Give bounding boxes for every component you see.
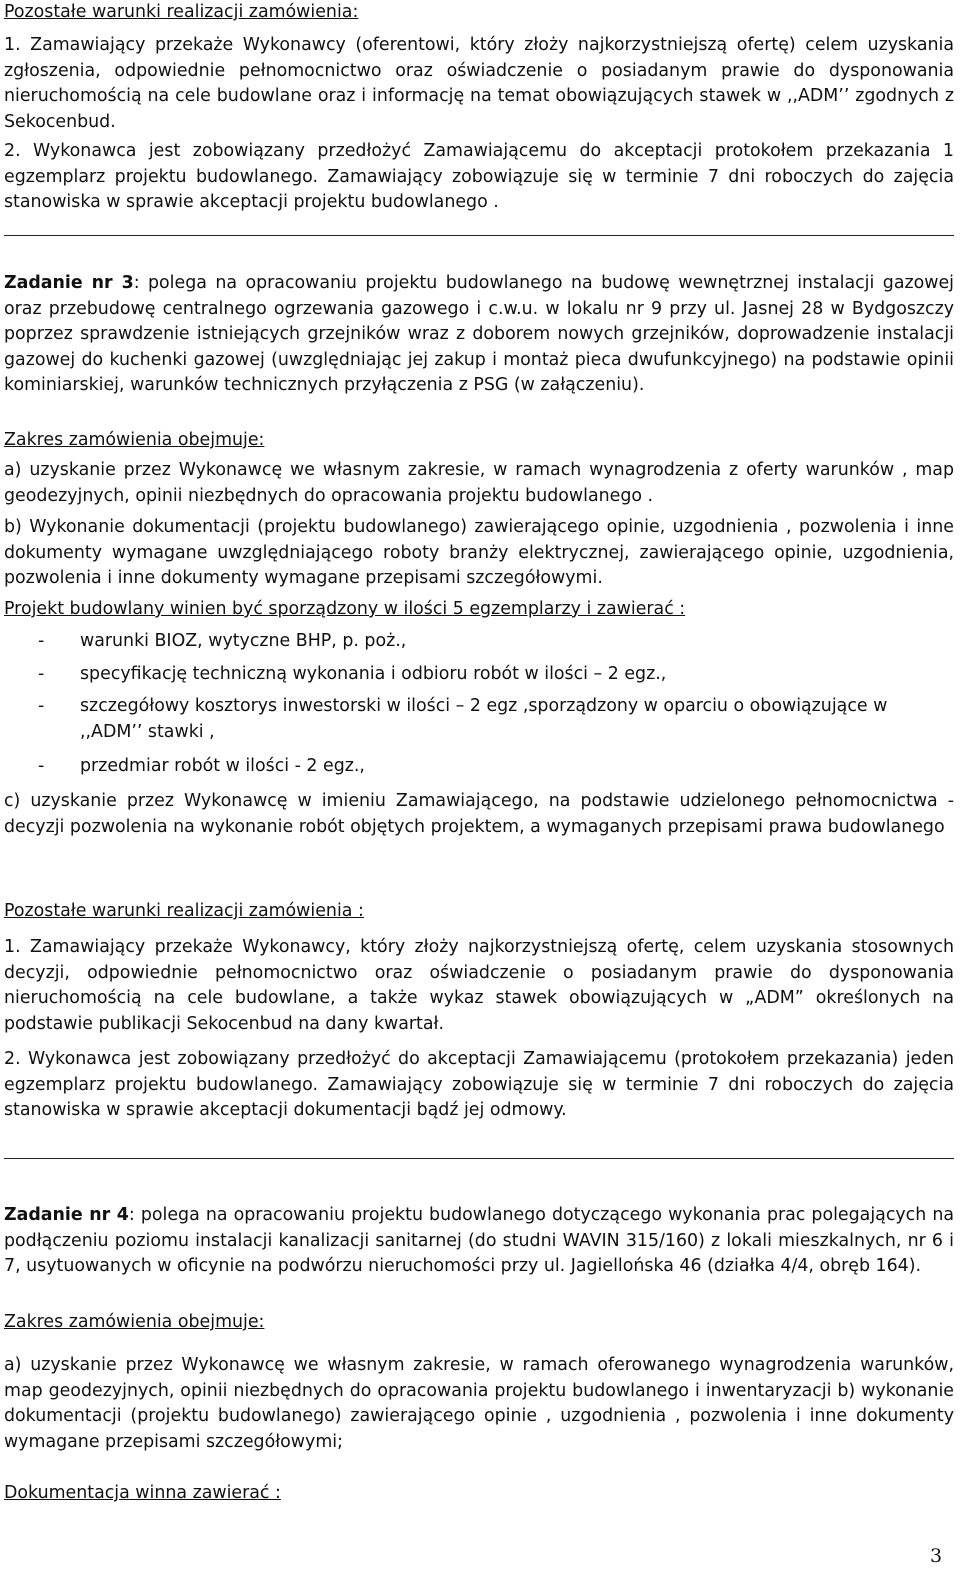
task-4-label: Zadanie nr 4	[4, 1205, 129, 1225]
list-item: - warunki BIOZ, wytyczne BHP, p. poż.,	[4, 629, 954, 655]
task-4-description	[4, 1203, 954, 1280]
list-item: - przedmiar robót w ilości - 2 egz.,	[4, 754, 954, 780]
horizontal-rule	[4, 235, 954, 236]
task-4-text: : polega na opracowaniu projektu budowlanego dotyczącego wykonania prac polegających na podłączeniu poziomu instalacji kanalizacji sanitarnej (do studni WAVIN 315/160) z lokali mieszkalnych, nr 6 i 7, usytuowanych w oficynie na podwórzu nieruchomości przy ul. Jagiellońska 46 (działka 4/4, obręb 164).	[4, 1205, 954, 1277]
task-3-project-heading: Projekt budowlany winien być sporządzony w ilości 5 egzemplarzy i zawierać :	[4, 599, 686, 619]
task-4-scope-a: a) uzyskanie przez Wykonawcę we własnym zakresie, w ramach oferowanego wynagrodzenia warunków, map geodezyjnych, opinii niezbędnych do opracowania projektu budowlanego i inwentaryzacji b) wykonanie dokumentacji (projektu budowlanego) zawierającego opinie , uzgodnienia , pozwolenia i inne dokumenty wymagane przepisami szczegółowymi;	[4, 1355, 954, 1452]
task-3-text: : polega na opracowaniu projektu budowlanego na budowę wewnętrznej instalacji gazowej oraz przebudowę centralnego ogrzewania gazowego i c.w.u. w lokalu nr 9 przy ul. Jasnej 28 w Bydgoszczy poprzez sprawdzenie istniejących grzejników wraz z doborem nowych grzejników, doprowadzenie instalacji gazowej do kuchenki gazowej (uwzględniając jej zakup i montaż pieca dwufunkcyjnego) na podstawie opinii kominiarskiej, warunków technicznych przyłączenia z PSG (w załączeniu).	[4, 273, 954, 396]
task-3-scope-heading: Zakres zamówienia obejmuje:	[4, 430, 265, 450]
list-item: - szczegółowy kosztorys inwestorski w ilości – 2 egz ,sporządzony w oparciu o obowiązujące w ,,ADM’’ stawki ,	[4, 694, 954, 745]
list-item-text: specyfikację techniczną wykonania i odbioru robót w ilości – 2 egz.,	[80, 664, 667, 684]
task-3-description	[4, 271, 954, 399]
task-3-label: Zadanie nr 3	[4, 273, 134, 293]
horizontal-rule	[4, 1158, 954, 1159]
task-3-scope-a: a) uzyskanie przez Wykonawcę we własnym zakresie, w ramach wynagrodzenia z oferty warunków , map geodezyjnych, opinii niezbędnych do opracowania projektu budowlanego .	[4, 460, 954, 506]
task-4-scope-heading: Zakres zamówienia obejmuje:	[4, 1312, 265, 1332]
section-heading-conditions: Pozostałe warunki realizacji zamówienia:	[4, 2, 359, 22]
paragraph-conditions-2-2: 2. Wykonawca jest zobowiązany przedłożyć do akceptacji Zamawiającemu (protokołem przekazania) jeden egzemplarz projektu budowlanego. Zamawiający zobowiązuje się w terminie 7 dni roboczych do zajęcia stanowiska w sprawie akceptacji dokumentacji bądź jej odmowy.	[4, 1049, 954, 1121]
task-3-scope-b: b) Wykonanie dokumentacji (projektu budowlanego) zawierającego opinie, uzgodnienia , pozwolenia i inne dokumenty wymagane uwzględniającego roboty branży elektrycznej, zawierającego opinie, uzgodnienia, pozwolenia i inne dokumenty wymagane przepisami szczegółowymi.	[4, 517, 954, 589]
task-3-scope-c: c) uzyskanie przez Wykonawcę w imieniu Zamawiającego, na podstawie udzielonego pełnomocnictwa - decyzji pozwolenia na wykonanie robót objętych projektem, a wymaganych przepisami prawa budowlanego	[4, 791, 954, 837]
list-item-text: przedmiar robót w ilości - 2 egz.,	[80, 756, 365, 776]
task-4-doc-heading: Dokumentacja winna zawierać :	[4, 1483, 281, 1503]
paragraph-conditions-2: 2. Wykonawca jest zobowiązany przedłożyć Zamawiającemu do akceptacji protokołem przekazania 1 egzemplarz projektu budowlanego. Zamawiający zobowiązuje się w terminie 7 dni roboczych do zajęcia stanowiska w sprawie akceptacji projektu budowlanego .	[4, 141, 954, 213]
list-item: - specyfikację techniczną wykonania i odbioru robót w ilości – 2 egz.,	[4, 662, 954, 688]
page-number: 3	[930, 1545, 943, 1567]
list-item-text: szczegółowy kosztorys inwestorski w ilości – 2 egz ,sporządzony w oparciu o obowiązujące w ,,ADM’’ stawki ,	[80, 696, 888, 742]
list-item-text: warunki BIOZ, wytyczne BHP, p. poż.,	[80, 631, 407, 651]
paragraph-conditions-2-1: 1. Zamawiający przekaże Wykonawcy, który złoży najkorzystniejszą ofertę, celem uzyskania stosownych decyzji, odpowiednie pełnomocnictwo oraz oświadczenie o posiadanym prawie do dysponowania nieruchomością na cele budowlane, a także wykaz stawek obowiązujących w „ADM” określonych na podstawie publikacji Sekocenbud na dany kwartał.	[4, 937, 954, 1034]
section-heading-conditions-2: Pozostałe warunki realizacji zamówienia :	[4, 901, 364, 921]
paragraph-conditions-1: 1. Zamawiający przekaże Wykonawcy (oferentowi, który złoży najkorzystniejszą ofertę) celem uzyskania zgłoszenia, odpowiednie pełnomocnictwo oraz oświadczenie o posiadanym prawie do dysponowania nieruchomością na cele budowlane oraz i informację na temat obowiązujących stawek w ,,ADM’’ zgodnych z Sekocenbud.	[4, 35, 954, 132]
